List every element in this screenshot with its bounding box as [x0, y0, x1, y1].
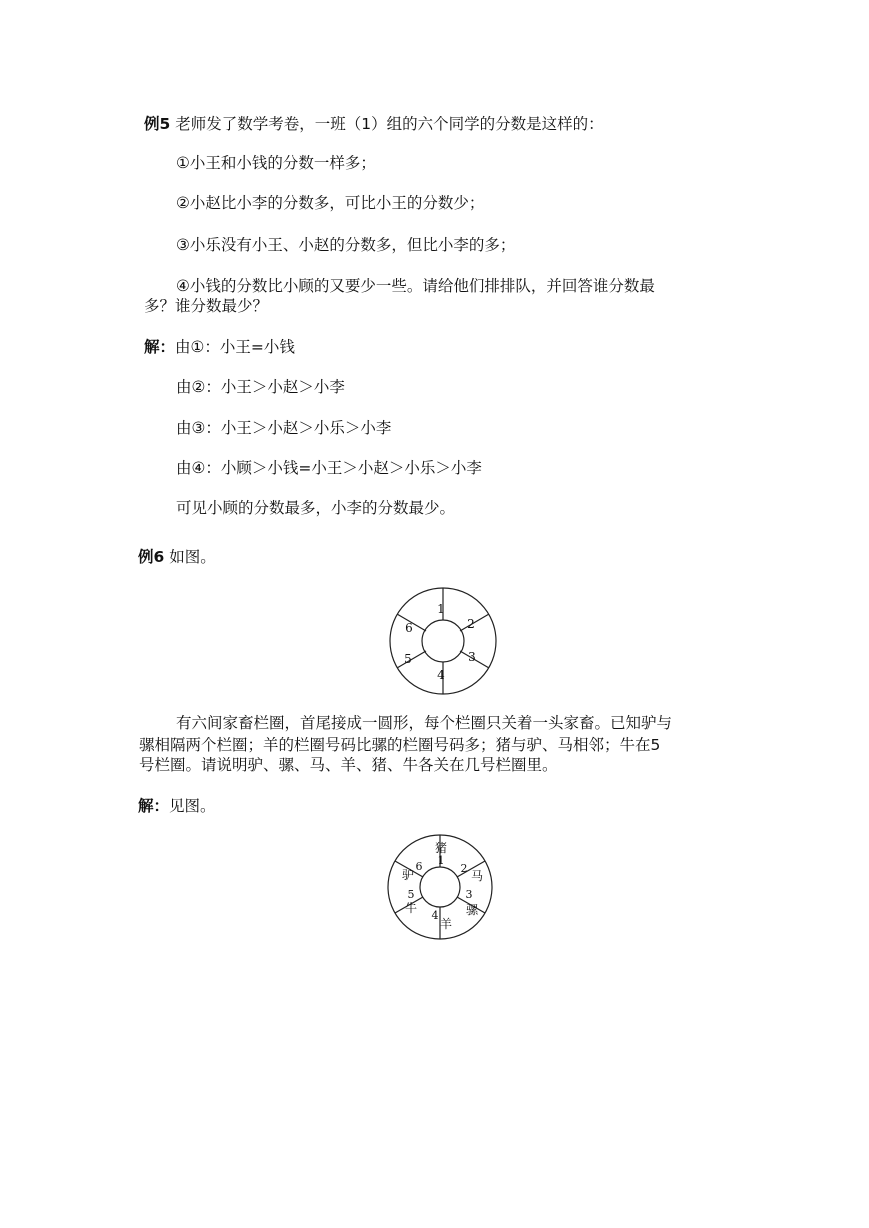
pen-number-6: 6 — [415, 860, 423, 873]
ring-divider — [397, 651, 426, 668]
example-6-problem-line-1: 有六间家畜栏圈，首尾接成一圆形，每个栏圈只关着一头家畜。已知驴与 — [176, 714, 673, 732]
pen-number-2: 2 — [460, 862, 468, 875]
solved-ring-divider — [457, 897, 485, 913]
pen-animal-1: 猪 — [434, 841, 448, 855]
pen-number-4: 4 — [437, 668, 445, 682]
solution-6-label: 解： — [138, 797, 170, 815]
solved-ring-divider — [395, 897, 423, 913]
solved-ring-divider — [457, 861, 485, 877]
condition-4: ④小钱的分数比小顾的又要少一些。请给他们排排队，并回答谁分数最 — [176, 277, 655, 295]
ring-outer-circle — [390, 588, 496, 694]
solved-ring-outer-circle — [388, 835, 492, 939]
example-6-problem-line-2: 骡相隔两个栏圈；羊的栏圈号码比骡的栏圈号码多；猪与驴、马相邻；牛在5 — [139, 736, 661, 754]
ring-inner-circle — [422, 620, 464, 662]
solved-ring-divider — [395, 861, 423, 877]
example-6-heading — [138, 547, 216, 567]
pen-animal-2: 马 — [470, 869, 484, 883]
example-6-label: 例6 — [138, 548, 165, 566]
solution-step-4: 由④：小顾＞小钱=小王＞小赵＞小乐＞小李 — [176, 459, 482, 477]
example-5-label: 例5 — [144, 115, 171, 133]
pen-number-1: 1 — [437, 602, 445, 616]
pen-number-4: 4 — [431, 909, 439, 922]
solution-6-line — [138, 796, 216, 816]
condition-4-continued: 多？谁分数最少？ — [144, 297, 269, 315]
pen-number-6: 6 — [405, 621, 413, 635]
pen-number-3: 3 — [468, 650, 476, 664]
pen-animal-3: 骡 — [465, 903, 479, 917]
solution-5-label: 解： — [144, 338, 176, 356]
pen-animal-4: 羊 — [439, 917, 453, 931]
example-6-intro: 如图。 — [169, 548, 216, 566]
example-6-problem-line-3: 号栏圈。请说明驴、骡、马、羊、猪、牛各关在几号栏圈里。 — [139, 756, 558, 774]
pen-number-5: 5 — [407, 888, 415, 901]
example-5-intro: 老师发了数学考卷，一班（1）组的六个同学的分数是这样的： — [175, 115, 604, 133]
solution-step-1: 由①：小王=小钱 — [175, 338, 295, 356]
ring-divider — [460, 651, 489, 668]
solution-step-3: 由③：小王＞小赵＞小乐＞小李 — [176, 419, 392, 437]
pen-number-1: 1 — [437, 854, 445, 867]
pen-number-2: 2 — [467, 617, 475, 631]
solved-ring-inner-circle — [420, 867, 460, 907]
pen-number-5: 5 — [404, 652, 412, 666]
pen-animal-5: 牛 — [404, 901, 418, 915]
solution-conclusion: 可见小顾的分数最多，小李的分数最少。 — [176, 499, 456, 517]
pen-animal-6: 驴 — [401, 868, 415, 882]
solution-step-2: 由②：小王＞小赵＞小李 — [176, 378, 345, 396]
condition-2: ②小赵比小李的分数多，可比小王的分数少； — [176, 194, 485, 212]
example-5-heading — [144, 114, 604, 134]
ring-divider — [397, 614, 426, 631]
ring-divider — [460, 614, 489, 631]
pen-number-3: 3 — [465, 888, 473, 901]
condition-1: ①小王和小钱的分数一样多； — [176, 154, 376, 172]
condition-3: ③小乐没有小王、小赵的分数多，但比小李的多； — [176, 236, 516, 254]
solution-6-text: 见图。 — [169, 797, 216, 815]
solution-5-first-line — [144, 337, 295, 357]
